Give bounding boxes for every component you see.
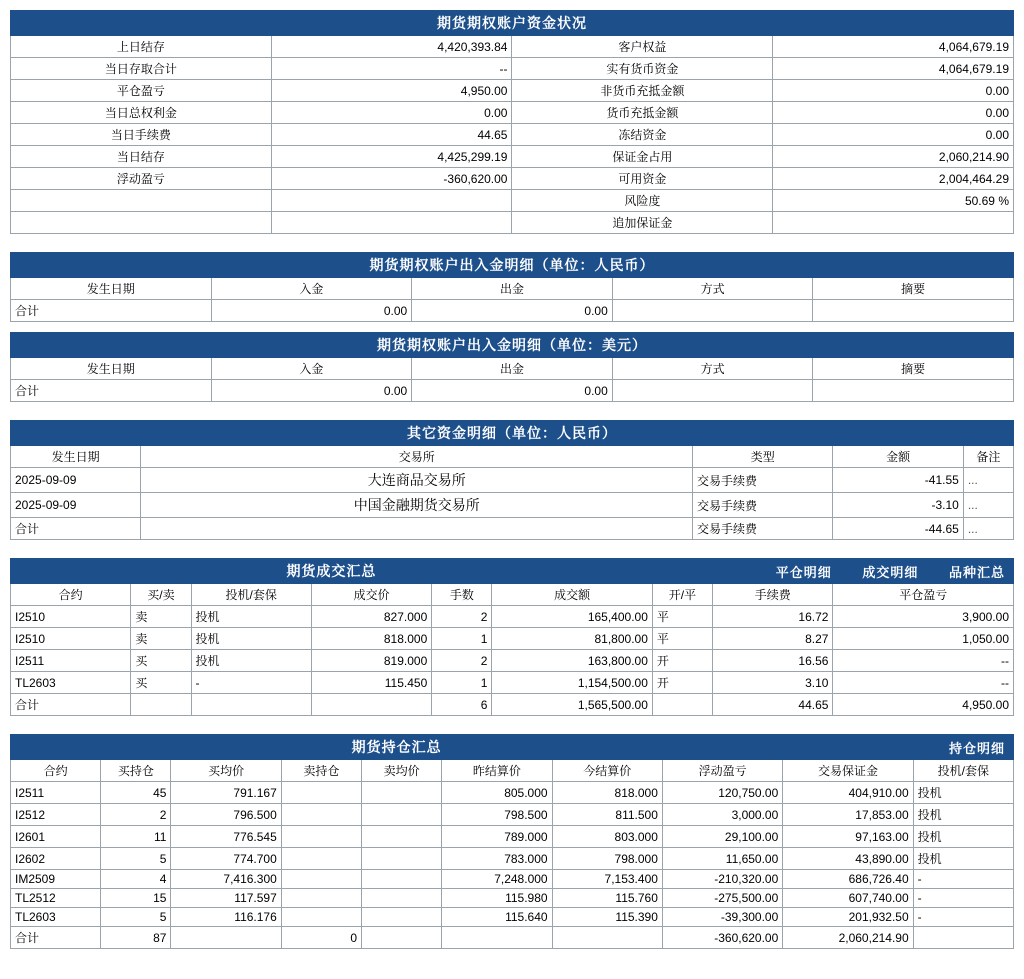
- cell-contract: I2601: [11, 826, 101, 848]
- total-way: [612, 300, 813, 322]
- cell-sell-qty: [281, 908, 361, 927]
- total-memo: ...: [963, 518, 1013, 540]
- cash-cny-title-row: [11, 253, 1014, 278]
- cell-margin: 404,910.00: [783, 782, 913, 804]
- table-row-total: [11, 300, 1014, 322]
- cash-usd-block: [10, 332, 1014, 402]
- column-header: 买持仓: [101, 760, 171, 782]
- cell-openclose: 开: [652, 650, 712, 672]
- cell-buy-qty: 5: [101, 908, 171, 927]
- total-sell-qty: 0: [281, 927, 361, 949]
- cell-lots: 1: [432, 628, 492, 650]
- cell-buy-qty: 4: [101, 870, 171, 889]
- total-exchange: [141, 518, 693, 540]
- total-label: 合计: [11, 518, 141, 540]
- trade-summary-title-row: [11, 559, 1014, 584]
- fund-value: 0.00: [271, 102, 512, 124]
- table-row: [11, 606, 1014, 628]
- total-amount: 1,565,500.00: [492, 694, 652, 716]
- column-header: 买/卖: [131, 584, 191, 606]
- column-header: 投机/套保: [191, 584, 311, 606]
- cell-settle: 115.390: [552, 908, 662, 927]
- cash-cny-title: 期货期权账户出入金明细（单位：人民币）: [11, 253, 1014, 278]
- column-header: 发生日期: [11, 358, 212, 380]
- cell-buy-avg: 791.167: [171, 782, 281, 804]
- cell-contract: I2602: [11, 848, 101, 870]
- cell-openclose: 开: [652, 672, 712, 694]
- column-header: 手续费: [713, 584, 833, 606]
- fund-value: [271, 190, 512, 212]
- cell-contract: I2511: [11, 650, 131, 672]
- fund-label: 平仓盈亏: [11, 80, 272, 102]
- column-header: 投机/套保: [913, 760, 1013, 782]
- fund-label: 可用资金: [512, 168, 773, 190]
- other-fund-table: [10, 420, 1014, 540]
- cell-sell-avg: [362, 870, 442, 889]
- cell-type: 交易手续费: [693, 493, 833, 518]
- other-fund-header-row: [11, 446, 1014, 468]
- fund-label: [11, 212, 272, 234]
- fund-label: [11, 190, 272, 212]
- fund-value: 2,060,214.90: [773, 146, 1014, 168]
- cell-sell-avg: [362, 804, 442, 826]
- column-header: 昨结算价: [442, 760, 552, 782]
- cell-buy-avg: 796.500: [171, 804, 281, 826]
- total-buy-avg: [171, 927, 281, 949]
- total-way: [612, 380, 813, 402]
- cell-margin: 97,163.00: [783, 826, 913, 848]
- table-row: [11, 889, 1014, 908]
- total-fee: 44.65: [713, 694, 833, 716]
- total-label: 合计: [11, 694, 131, 716]
- fund-label: 风险度: [512, 190, 773, 212]
- cell-spec: 投机: [913, 782, 1013, 804]
- cell-spec: 投机: [191, 628, 311, 650]
- cash-usd-title: 期货期权账户出入金明细（单位：美元）: [11, 333, 1014, 358]
- fund-label: 上日结存: [11, 36, 272, 58]
- cell-sell-avg: [362, 848, 442, 870]
- cash-usd-table: [10, 332, 1014, 402]
- total-label: 合计: [11, 380, 212, 402]
- trade-summary-header-row: [11, 584, 1014, 606]
- total-label: 合计: [11, 300, 212, 322]
- column-header: 交易保证金: [783, 760, 913, 782]
- cell-buy-avg: 117.597: [171, 889, 281, 908]
- position-summary-title: 期货持仓汇总: [11, 735, 783, 760]
- link-variety-summary[interactable]: 品种汇总: [948, 564, 1005, 580]
- cell-prev-settle: 115.640: [442, 908, 552, 927]
- table-row: [11, 804, 1014, 826]
- column-header: 平仓盈亏: [833, 584, 1014, 606]
- cell-side: 卖: [131, 606, 191, 628]
- column-header: 交易所: [141, 446, 693, 468]
- fund-value: 4,064,679.19: [773, 36, 1014, 58]
- cell-contract: I2511: [11, 782, 101, 804]
- cash-cny-block: [10, 252, 1014, 322]
- table-row: [11, 36, 1014, 58]
- cell-spec: 投机: [913, 826, 1013, 848]
- other-fund-block: [10, 420, 1014, 540]
- fund-label: 冻结资金: [512, 124, 773, 146]
- cash-usd-title-row: [11, 333, 1014, 358]
- cell-buy-avg: 7,416.300: [171, 870, 281, 889]
- column-header: 手数: [432, 584, 492, 606]
- fund-label: 浮动盈亏: [11, 168, 272, 190]
- fund-value: 4,420,393.84: [271, 36, 512, 58]
- total-type: 交易手续费: [693, 518, 833, 540]
- cell-settle: 7,153.400: [552, 870, 662, 889]
- column-header: 成交价: [311, 584, 431, 606]
- cell-pnl: 1,050.00: [833, 628, 1014, 650]
- table-row: [11, 628, 1014, 650]
- cell-prev-settle: 789.000: [442, 826, 552, 848]
- cell-float-pnl: 29,100.00: [662, 826, 782, 848]
- link-trade-detail[interactable]: 成交明细: [862, 564, 919, 580]
- cell-contract: IM2509: [11, 870, 101, 889]
- trade-summary-block: [10, 558, 1014, 716]
- total-in: 0.00: [211, 380, 412, 402]
- total-spec: [191, 694, 311, 716]
- total-out: 0.00: [412, 380, 613, 402]
- cell-lots: 1: [432, 672, 492, 694]
- fund-value: 2,004,464.29: [773, 168, 1014, 190]
- column-header: 方式: [612, 278, 813, 300]
- column-header: 摘要: [813, 278, 1014, 300]
- cell-sell-avg: [362, 908, 442, 927]
- table-row: [11, 870, 1014, 889]
- cash-cny-table: [10, 252, 1014, 322]
- table-row: [11, 146, 1014, 168]
- fund-status-block: [10, 10, 1014, 234]
- cell-float-pnl: -275,500.00: [662, 889, 782, 908]
- cell-spec: -: [191, 672, 311, 694]
- cell-margin: 201,932.50: [783, 908, 913, 927]
- column-header: 入金: [211, 358, 412, 380]
- total-label: 合计: [11, 927, 101, 949]
- cell-amount: 165,400.00: [492, 606, 652, 628]
- cash-usd-header-row: [11, 358, 1014, 380]
- cell-side: 买: [131, 672, 191, 694]
- cell-fee: 8.27: [713, 628, 833, 650]
- column-header: 浮动盈亏: [662, 760, 782, 782]
- fund-label: 客户权益: [512, 36, 773, 58]
- table-row: [11, 80, 1014, 102]
- table-row: [11, 650, 1014, 672]
- cell-contract: I2510: [11, 628, 131, 650]
- cell-margin: 686,726.40: [783, 870, 913, 889]
- cell-sell-qty: [281, 870, 361, 889]
- total-prev-settle: [442, 927, 552, 949]
- fund-value: 44.65: [271, 124, 512, 146]
- cell-amount: 81,800.00: [492, 628, 652, 650]
- column-header: 合约: [11, 760, 101, 782]
- cell-amount: 163,800.00: [492, 650, 652, 672]
- trade-summary-title: 期货成交汇总: [11, 559, 653, 584]
- fund-label: 当日手续费: [11, 124, 272, 146]
- column-header: 出金: [412, 278, 613, 300]
- link-position-detail[interactable]: 持仓明细: [948, 740, 1005, 756]
- cell-float-pnl: 3,000.00: [662, 804, 782, 826]
- cell-sell-qty: [281, 782, 361, 804]
- cell-amount: -3.10: [833, 493, 963, 518]
- fund-value: 0.00: [773, 80, 1014, 102]
- column-header: 入金: [211, 278, 412, 300]
- cell-settle: 818.000: [552, 782, 662, 804]
- cell-prev-settle: 7,248.000: [442, 870, 552, 889]
- fund-value: --: [271, 58, 512, 80]
- cell-amount: 1,154,500.00: [492, 672, 652, 694]
- fund-value: 0.00: [773, 102, 1014, 124]
- fund-label: 当日存取合计: [11, 58, 272, 80]
- total-buy-qty: 87: [101, 927, 171, 949]
- position-summary-table: [10, 734, 1014, 949]
- cell-margin: 17,853.00: [783, 804, 913, 826]
- cell-buy-qty: 5: [101, 848, 171, 870]
- cell-prev-settle: 798.500: [442, 804, 552, 826]
- cell-lots: 2: [432, 650, 492, 672]
- fund-label: 保证金占用: [512, 146, 773, 168]
- cell-buy-qty: 2: [101, 804, 171, 826]
- cell-spec: -: [913, 889, 1013, 908]
- fund-label: 货币充抵金额: [512, 102, 773, 124]
- fund-value: [271, 212, 512, 234]
- total-in: 0.00: [211, 300, 412, 322]
- column-header: 发生日期: [11, 446, 141, 468]
- total-float-pnl: -360,620.00: [662, 927, 782, 949]
- table-row: [11, 190, 1014, 212]
- total-pnl: 4,950.00: [833, 694, 1014, 716]
- other-fund-title: 其它资金明细（单位：人民币）: [11, 421, 1014, 446]
- cell-date: 2025-09-09: [11, 493, 141, 518]
- cell-type: 交易手续费: [693, 468, 833, 493]
- cell-side: 卖: [131, 628, 191, 650]
- cell-settle: 803.000: [552, 826, 662, 848]
- cell-margin: 43,890.00: [783, 848, 913, 870]
- cell-settle: 115.760: [552, 889, 662, 908]
- fund-status-title-row: [11, 11, 1014, 36]
- position-summary-block: [10, 734, 1014, 949]
- cell-lots: 2: [432, 606, 492, 628]
- table-row: [11, 493, 1014, 518]
- total-side: [131, 694, 191, 716]
- table-row: [11, 826, 1014, 848]
- cell-float-pnl: -210,320.00: [662, 870, 782, 889]
- cell-settle: 798.000: [552, 848, 662, 870]
- total-out: 0.00: [412, 300, 613, 322]
- total-margin: 2,060,214.90: [783, 927, 913, 949]
- fund-value: 4,950.00: [271, 80, 512, 102]
- cell-float-pnl: 120,750.00: [662, 782, 782, 804]
- fund-value: 0.00: [773, 124, 1014, 146]
- cell-prev-settle: 115.980: [442, 889, 552, 908]
- cell-openclose: 平: [652, 628, 712, 650]
- column-header: 金额: [833, 446, 963, 468]
- cell-amount: -41.55: [833, 468, 963, 493]
- cell-buy-qty: 11: [101, 826, 171, 848]
- column-header: 卖均价: [362, 760, 442, 782]
- cell-sell-qty: [281, 804, 361, 826]
- cell-fee: 16.56: [713, 650, 833, 672]
- cell-float-pnl: -39,300.00: [662, 908, 782, 927]
- cell-spec: -: [913, 870, 1013, 889]
- cell-spec: -: [913, 908, 1013, 927]
- column-header: 方式: [612, 358, 813, 380]
- position-summary-header-row: [11, 760, 1014, 782]
- cell-spec: 投机: [913, 848, 1013, 870]
- table-row-total: [11, 518, 1014, 540]
- total-sell-avg: [362, 927, 442, 949]
- cell-prev-settle: 783.000: [442, 848, 552, 870]
- cell-buy-avg: 116.176: [171, 908, 281, 927]
- cell-contract: I2512: [11, 804, 101, 826]
- cell-spec: 投机: [191, 650, 311, 672]
- total-memo: [813, 300, 1014, 322]
- cell-price: 827.000: [311, 606, 431, 628]
- fund-label: 当日总权利金: [11, 102, 272, 124]
- table-row-total: [11, 927, 1014, 949]
- table-row: [11, 468, 1014, 493]
- table-row: [11, 782, 1014, 804]
- cell-fee: 3.10: [713, 672, 833, 694]
- table-row-total: [11, 380, 1014, 402]
- fund-value: -360,620.00: [271, 168, 512, 190]
- cell-prev-settle: 805.000: [442, 782, 552, 804]
- cell-side: 买: [131, 650, 191, 672]
- column-header: 开/平: [652, 584, 712, 606]
- table-row: [11, 168, 1014, 190]
- column-header: 今结算价: [552, 760, 662, 782]
- trade-summary-links: [652, 559, 1013, 584]
- fund-value: 50.69 %: [773, 190, 1014, 212]
- column-header: 备注: [963, 446, 1013, 468]
- cell-buy-qty: 15: [101, 889, 171, 908]
- cell-buy-avg: 776.545: [171, 826, 281, 848]
- column-header: 买均价: [171, 760, 281, 782]
- table-row: [11, 672, 1014, 694]
- cell-buy-qty: 45: [101, 782, 171, 804]
- total-settle: [552, 927, 662, 949]
- table-row-total: [11, 694, 1014, 716]
- fund-value: 4,425,299.19: [271, 146, 512, 168]
- cell-exchange: 大连商品交易所: [141, 468, 693, 493]
- cell-contract: I2510: [11, 606, 131, 628]
- column-header: 卖持仓: [281, 760, 361, 782]
- total-memo: [813, 380, 1014, 402]
- cell-sell-avg: [362, 889, 442, 908]
- cell-sell-avg: [362, 782, 442, 804]
- cell-sell-qty: [281, 826, 361, 848]
- cell-price: 115.450: [311, 672, 431, 694]
- column-header: 出金: [412, 358, 613, 380]
- cell-pnl: --: [833, 650, 1014, 672]
- total-spec: [913, 927, 1013, 949]
- column-header: 摘要: [813, 358, 1014, 380]
- cell-sell-avg: [362, 826, 442, 848]
- trade-summary-table: [10, 558, 1014, 716]
- fund-status-table: [10, 10, 1014, 234]
- cell-contract: TL2603: [11, 672, 131, 694]
- cell-float-pnl: 11,650.00: [662, 848, 782, 870]
- fund-value: 4,064,679.19: [773, 58, 1014, 80]
- cell-date: 2025-09-09: [11, 468, 141, 493]
- cell-fee: 16.72: [713, 606, 833, 628]
- cell-memo: ...: [963, 468, 1013, 493]
- cell-buy-avg: 774.700: [171, 848, 281, 870]
- position-summary-links: [783, 735, 1014, 760]
- cell-spec: 投机: [191, 606, 311, 628]
- cell-margin: 607,740.00: [783, 889, 913, 908]
- cell-sell-qty: [281, 889, 361, 908]
- fund-label: 当日结存: [11, 146, 272, 168]
- fund-label: 实有货币资金: [512, 58, 773, 80]
- cell-pnl: 3,900.00: [833, 606, 1014, 628]
- position-summary-title-row: [11, 735, 1014, 760]
- fund-label: 追加保证金: [512, 212, 773, 234]
- total-amount: -44.65: [833, 518, 963, 540]
- table-row: [11, 212, 1014, 234]
- table-row: [11, 102, 1014, 124]
- cell-openclose: 平: [652, 606, 712, 628]
- total-openclose: [652, 694, 712, 716]
- other-fund-title-row: [11, 421, 1014, 446]
- column-header: 类型: [693, 446, 833, 468]
- cell-price: 819.000: [311, 650, 431, 672]
- cell-sell-qty: [281, 848, 361, 870]
- table-row: [11, 848, 1014, 870]
- table-row: [11, 908, 1014, 927]
- column-header: 发生日期: [11, 278, 212, 300]
- fund-value: [773, 212, 1014, 234]
- cell-pnl: --: [833, 672, 1014, 694]
- cell-contract: TL2603: [11, 908, 101, 927]
- fund-label: 非货币充抵金额: [512, 80, 773, 102]
- cell-exchange: 中国金融期货交易所: [141, 493, 693, 518]
- link-close-detail[interactable]: 平仓明细: [775, 564, 832, 580]
- column-header: 成交额: [492, 584, 652, 606]
- column-header: 合约: [11, 584, 131, 606]
- cash-cny-header-row: [11, 278, 1014, 300]
- cell-contract: TL2512: [11, 889, 101, 908]
- table-row: [11, 58, 1014, 80]
- fund-status-title: 期货期权账户资金状况: [11, 11, 1014, 36]
- total-lots: 6: [432, 694, 492, 716]
- cell-spec: 投机: [913, 804, 1013, 826]
- table-row: [11, 124, 1014, 146]
- total-price: [311, 694, 431, 716]
- cell-settle: 811.500: [552, 804, 662, 826]
- cell-memo: ...: [963, 493, 1013, 518]
- cell-price: 818.000: [311, 628, 431, 650]
